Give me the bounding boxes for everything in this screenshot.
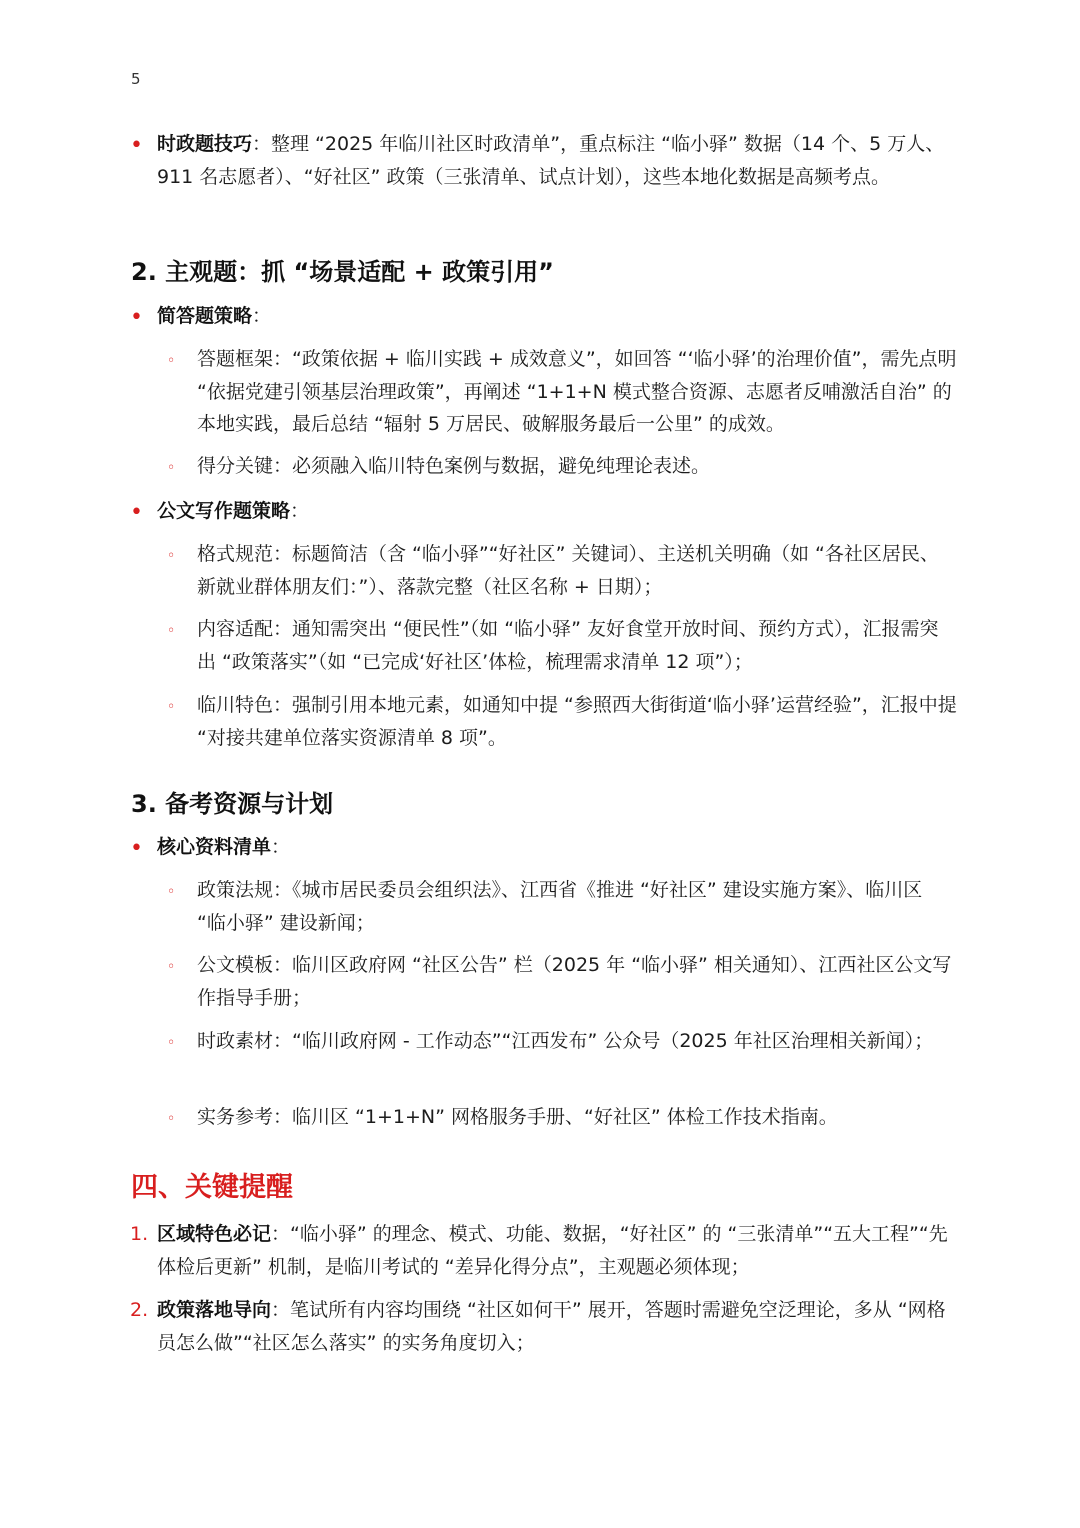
key-reminder-item [157, 1218, 957, 1283]
list-item: 实务参考：临川区 “1+1+N” 网格服务手册、“好社区” 体检工作技术指南。 [197, 1106, 838, 1128]
bullet-marker: • [130, 500, 143, 525]
list-item: 公文模板：临川区政府网 “社区公告” 栏（2025 年 “临小驿” 相关通知）、江西社区公文写作指导手册； [197, 954, 952, 1009]
reminder-label: 区域特色必记 [157, 1223, 272, 1245]
page-number: 5 [131, 70, 141, 88]
colon: ： [252, 305, 272, 327]
sub-marker: ◦ [167, 623, 176, 639]
sub-marker: ◦ [167, 959, 176, 975]
reminder-label: 政策落地导向 [157, 1299, 272, 1321]
list-number: 1. [130, 1223, 149, 1245]
short-answer-strategy [157, 300, 957, 333]
bullet-marker: • [130, 133, 143, 158]
list-item: 时政素材：“临川政府网 - 工作动态”“江西发布” 公众号（2025 年社区治理相关新闻）； [197, 1030, 934, 1052]
group-label: 简答题策略 [157, 305, 253, 327]
tip-label: 时政题技巧 [157, 133, 253, 155]
group-label: 核心资料清单 [157, 836, 272, 858]
sub-marker: ◦ [167, 460, 176, 476]
section-2-heading: 2. 主观题：抓 “场景适配 + 政策引用” [131, 258, 554, 286]
bullet-marker: • [130, 305, 143, 330]
list-number: 2. [130, 1299, 149, 1321]
sub-marker: ◦ [167, 884, 176, 900]
sub-marker: ◦ [167, 699, 176, 715]
tip-text: ：整理 “2025 年临川社区时政清单”，重点标注 “临小驿” 数据（14 个、5 万人、911 名志愿者）、“好社区” 政策（三张清单、试点计划），这些本地化数据是高频考点。 [157, 133, 945, 188]
section-4-heading: 四、关键提醒 [131, 1172, 293, 1203]
time-politics-tip [157, 128, 957, 193]
list-item: 答题框架：“政策依据 + 临川实践 + 成效意义”，如回答 “‘临小驿’的治理价值”，需先点明 “依据党建引领基层治理政策”，再阐述 “1+1+N 模式整合资源、志愿者反哺激活自治” 的本地实践，最后总结 “辐射 5 万居民、破解服务最后一公里” 的成效。 [197, 348, 957, 435]
key-reminder-item [157, 1294, 957, 1359]
list-item: 得分关键：必须融入临川特色案例与数据，避免纯理论表述。 [197, 455, 711, 477]
reminder-text: ：笔试所有内容均围绕 “社区如何干” 展开，答题时需避免空泛理论，多从 “网格员怎么做”“社区怎么落实” 的实务角度切入； [157, 1299, 946, 1354]
list-item: 格式规范：标题简洁（含 “临小驿”“好社区” 关键词）、主送机关明确（如 “各社区居民、新就业群体朋友们：”）、落款完整（社区名称 + 日期）； [197, 543, 939, 598]
group-label: 公文写作题策略 [157, 500, 291, 522]
sub-marker: ◦ [167, 1035, 176, 1051]
section-3-heading: 3. 备考资源与计划 [131, 790, 334, 818]
sub-marker: ◦ [167, 548, 176, 564]
document-writing-strategy [157, 495, 957, 528]
list-item: 政策法规：《城市居民委员会组织法》、江西省《推进 “好社区” 建设实施方案》、临川区 “临小驿” 建设新闻； [197, 879, 923, 934]
bullet-marker: • [130, 836, 143, 861]
sub-marker: ◦ [167, 353, 176, 369]
colon: ： [290, 500, 310, 522]
list-item: 内容适配：通知需突出 “便民性”（如 “临小驿” 友好食堂开放时间、预约方式），汇报需突出 “政策落实”（如 “已完成‘好社区’体检，梳理需求清单 12 项”）； [197, 618, 939, 673]
core-materials-list [157, 831, 957, 864]
colon: ： [271, 836, 291, 858]
sub-marker: ◦ [167, 1111, 176, 1127]
list-item: 临川特色：强制引用本地元素，如通知中提 “参照西大街街道‘临小驿’运营经验”，汇报中提 “对接共建单位落实资源清单 8 项”。 [197, 694, 957, 749]
reminder-text: ：“临小驿” 的理念、模式、功能、数据，“好社区” 的 “三张清单”“五大工程”“先体检后更新” 机制，是临川考试的 “差异化得分点”，主观题必须体现； [157, 1223, 948, 1278]
